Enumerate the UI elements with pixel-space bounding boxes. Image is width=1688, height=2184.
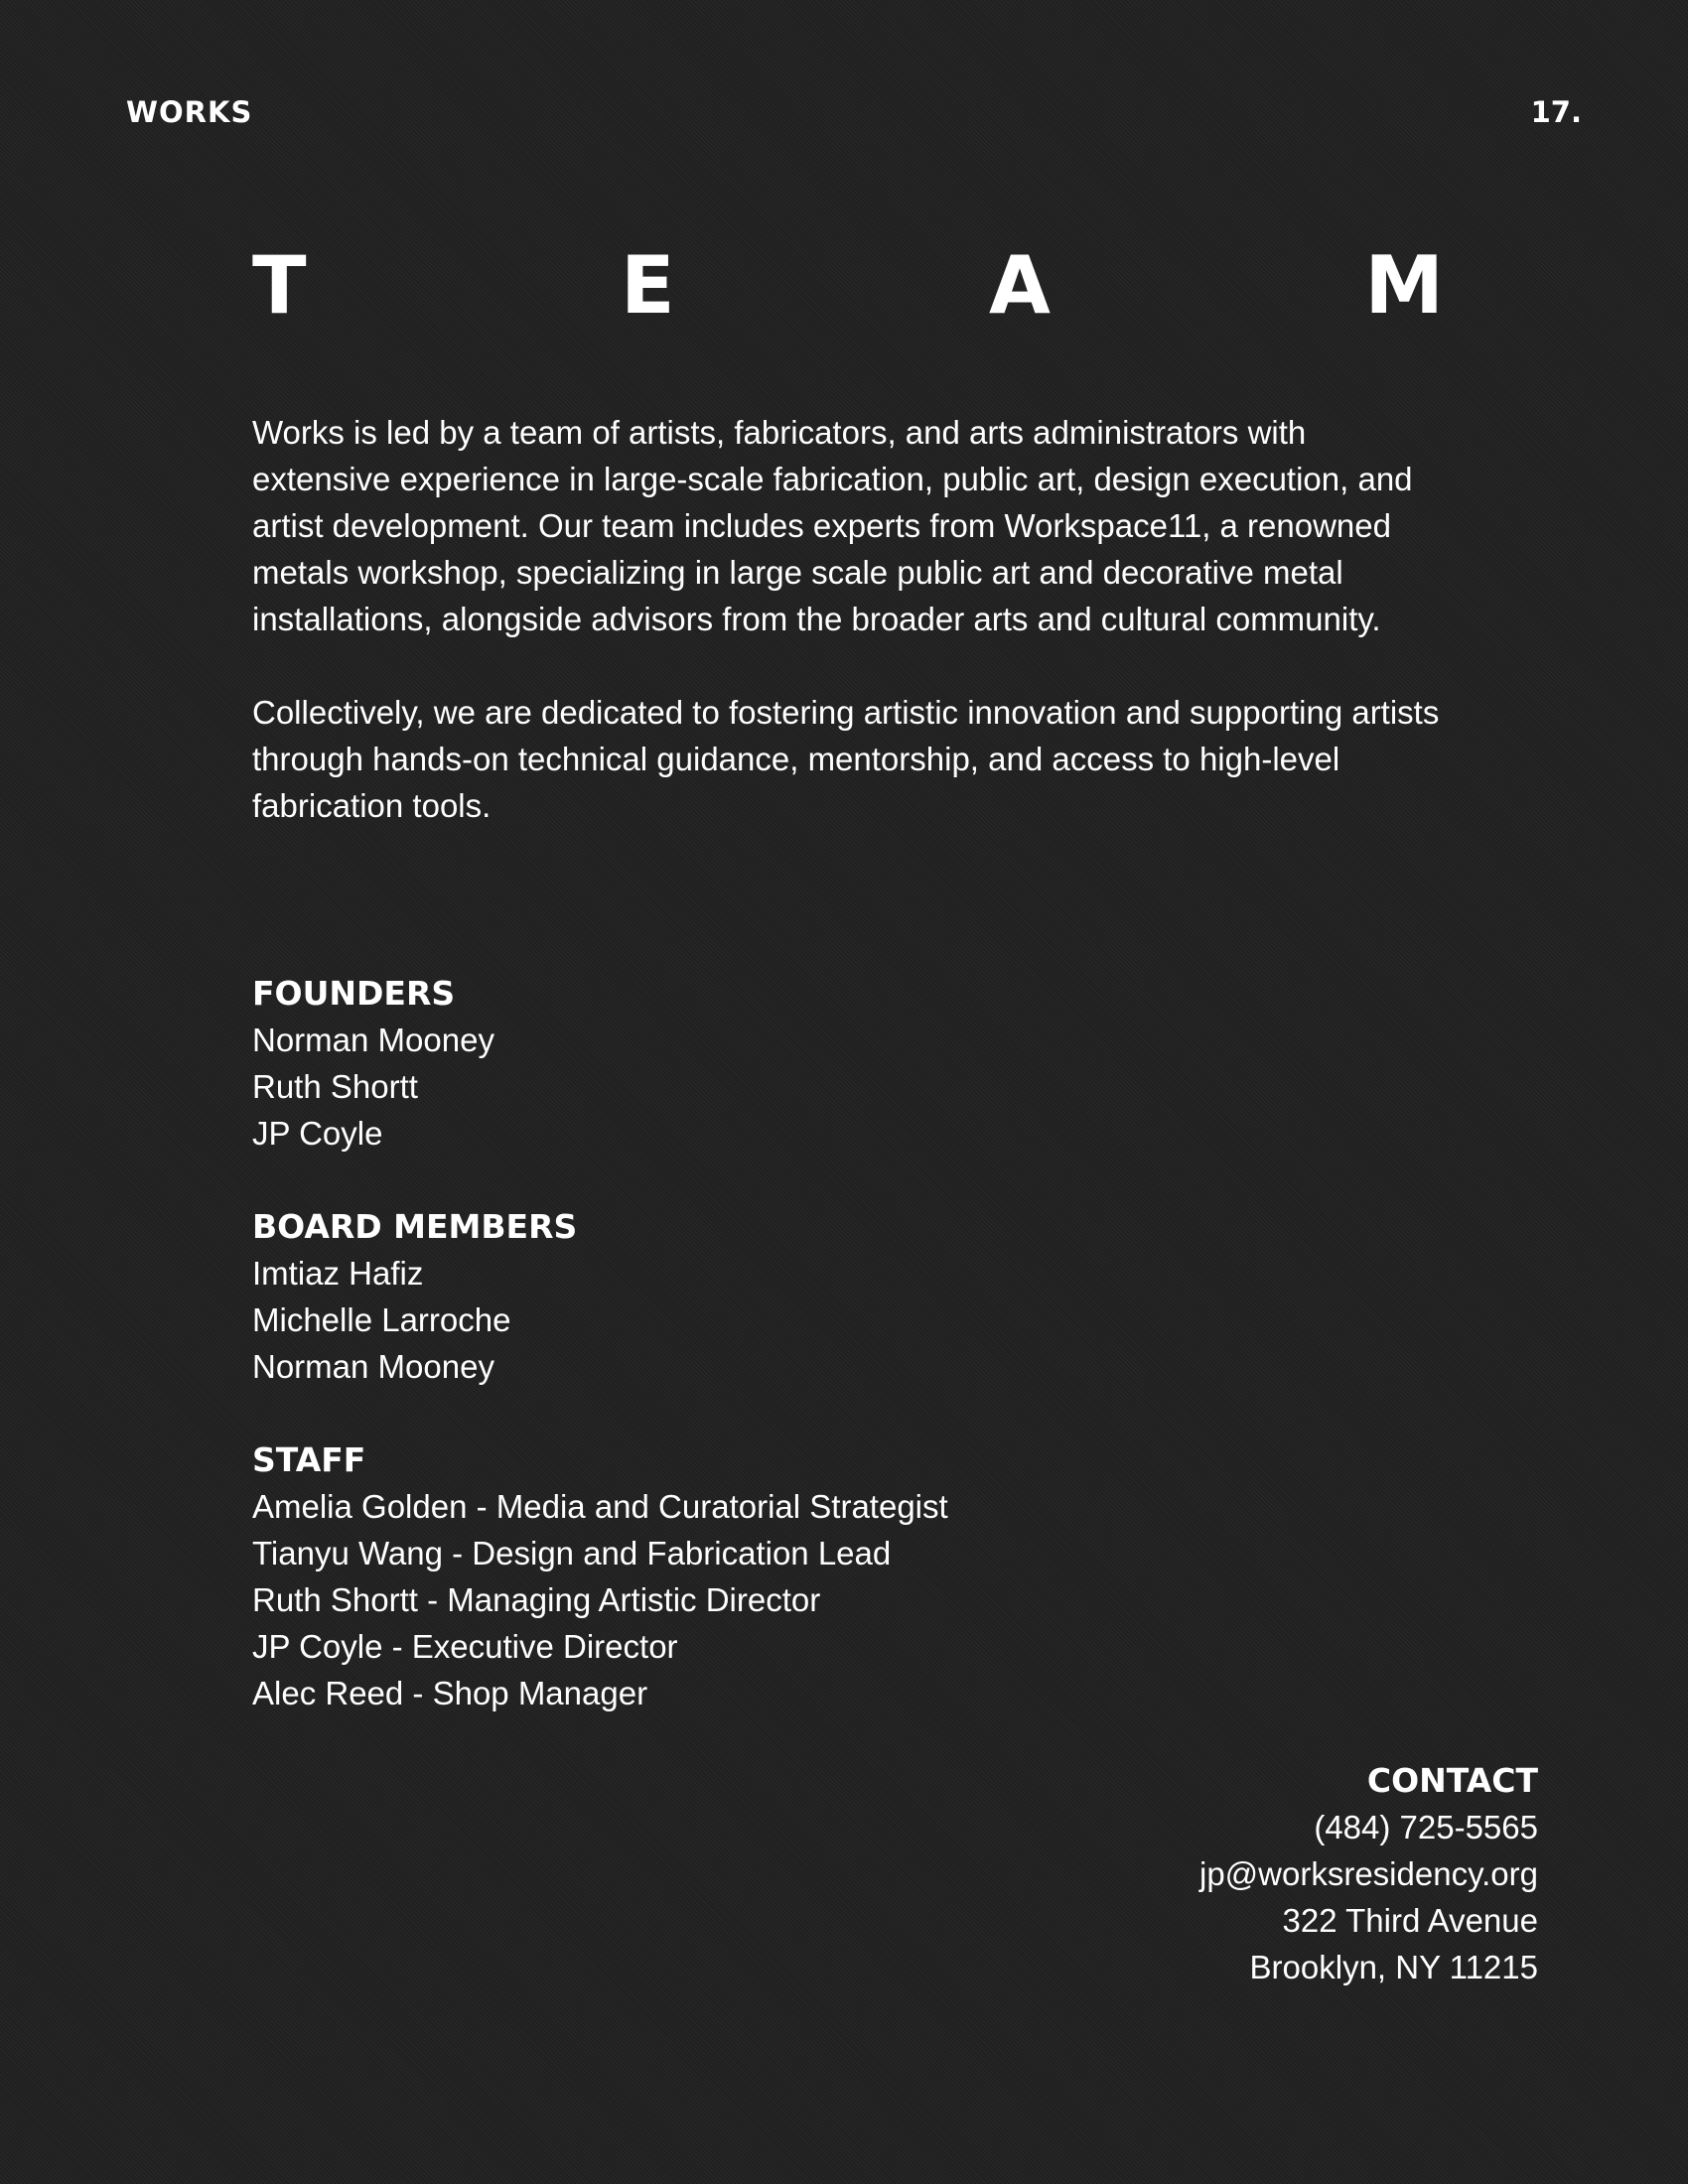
team-sections [252,970,1444,1716]
board-heading: BOARD MEMBERS [252,1207,578,1246]
list-item: Norman Mooney [252,1022,494,1058]
list-item: JP Coyle - Executive Director [252,1628,678,1665]
contact-address-line-1: 322 Third Avenue [1282,1902,1538,1939]
title-letter-e: E [620,238,675,332]
board-section [252,1203,1444,1390]
list-item: Ruth Shortt - Managing Artistic Director [252,1581,821,1618]
contact-address-line-2: Brooklyn, NY 11215 [1249,1949,1538,1985]
staff-heading: STAFF [252,1440,366,1479]
intro-paragraph-1: Works is led by a team of artists, fabricators, and arts administrators with extensive experience in large-scale fabrication, public art, design execution, and artist development. Our team includes experts from Workspace11, a renowned metals workshop, specializing in large scale public art and decorative metal installations, alongside advisors from the broader arts and cultural community. [252,414,1413,637]
intro-text [252,409,1444,829]
list-item: Imtiaz Hafiz [252,1255,424,1292]
list-item: Norman Mooney [252,1348,494,1385]
founders-heading: FOUNDERS [252,974,456,1013]
founders-section [252,970,1444,1157]
staff-section [252,1436,1444,1716]
list-item: Amelia Golden - Media and Curatorial Strategist [252,1488,948,1525]
list-item: Ruth Shortt [252,1068,418,1105]
contact-heading: CONTACT [1366,1761,1538,1800]
founders-list [252,1017,1444,1157]
title-letter-t: T [252,238,307,332]
board-list [252,1250,1444,1390]
title-letter-m: M [1364,238,1444,332]
staff-list [252,1483,1444,1716]
intro-paragraph-2: Collectively, we are dedicated to fostering artistic innovation and supporting artists through hands-on technical guidance, mentorship, and access to high-level fabrication tools. [252,694,1440,824]
list-item: Alec Reed - Shop Manager [252,1675,648,1711]
list-item: Tianyu Wang - Design and Fabrication Lead [252,1535,892,1571]
list-item: Michelle Larroche [252,1301,511,1338]
contact-email[interactable]: jp@worksresidency.org [1198,1855,1538,1892]
title-letter-a: A [989,238,1051,332]
list-item: JP Coyle [252,1115,383,1152]
running-header-brand: WORKS [126,95,253,129]
contact-section [1199,1757,1538,1990]
page-title [252,238,1444,332]
contact-phone[interactable]: (484) 725-5565 [1314,1809,1538,1845]
page-number: 17. [1530,95,1582,129]
